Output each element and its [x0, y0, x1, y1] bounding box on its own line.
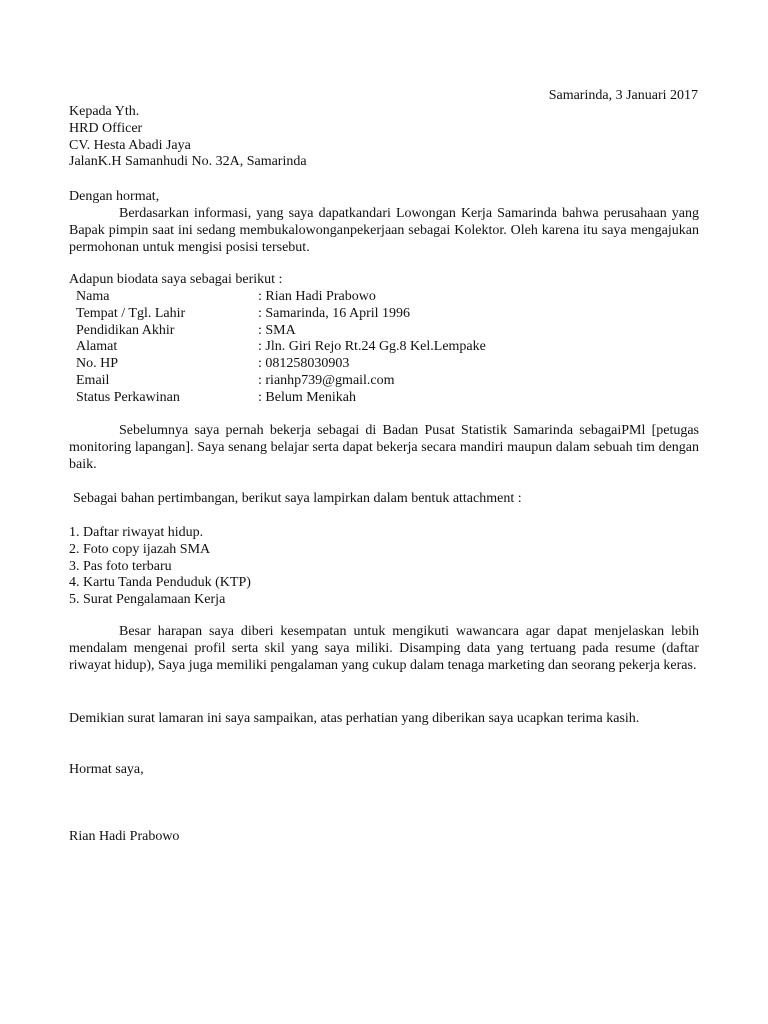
biodata-row: [76, 339, 676, 356]
biodata-table: [76, 289, 676, 407]
paragraph-hope: Besar harapan saya diberi kesempatan untuk mengikuti wawancara agar dapat menjelaskan lebih mendalam mengenai profil serta skil yang saya miliki. Disamping data yang tertuang pada resume (daftar riwayat hidup), Saya juga memiliki pengalaman yang cukup dalam tenaga marketing dan seorang pekerja keras.: [69, 624, 699, 673]
biodata-key: Tempat / Tgl. Lahir: [76, 305, 186, 321]
recipient-line: HRD Officer: [69, 120, 143, 136]
salutation: Dengan hormat,: [69, 189, 160, 204]
biodata-value: : Belum Menikah: [258, 389, 356, 405]
attachment-intro: Sebagai bahan pertimbangan, berikut saya lampirkan dalam bentuk attachment :: [73, 491, 522, 506]
biodata-key: Status Perkawinan: [76, 389, 180, 405]
closing-greeting: Hormat saya,: [69, 762, 144, 777]
biodata-row: [76, 306, 676, 323]
recipient-line: CV. Hesta Abadi Jaya: [69, 137, 191, 153]
letter-date: Samarinda, 3 Januari 2017: [548, 88, 698, 103]
biodata-key: Email: [76, 372, 110, 388]
attachment-list: [69, 525, 251, 609]
biodata-intro: Adapun biodata saya sebagai berikut :: [69, 272, 283, 287]
attachment-item: 1. Daftar riwayat hidup.: [69, 525, 204, 540]
signature-name: Rian Hadi Prabowo: [69, 829, 180, 844]
biodata-value: : Rian Hadi Prabowo: [258, 289, 376, 304]
biodata-row: [76, 289, 676, 306]
biodata-value: : Jln. Giri Rejo Rt.24 Gg.8 Kel.Lempake: [258, 339, 486, 355]
attachment-item: 4. Kartu Tanda Penduduk (KTP): [69, 575, 251, 591]
biodata-row: [76, 373, 676, 390]
biodata-value: : 081258030903: [258, 356, 350, 372]
biodata-row: [76, 323, 676, 340]
biodata-value: : SMA: [258, 322, 296, 338]
attachment-item: 5. Surat Pengalamaan Kerja: [69, 592, 226, 608]
biodata-key: No. HP: [76, 356, 119, 372]
attachment-item: 3. Pas foto terbaru: [69, 558, 172, 574]
recipient-line: Kepada Yth.: [69, 104, 140, 119]
paragraph-experience: Sebelumnya saya pernah bekerja sebagai di Badan Pusat Statistik Samarinda sebagaiPMl [petugas monitoring lapangan]. Saya senang belajar serta dapat bekerja secara mandiri maupun dalam sebuah tim dengan baik.: [69, 423, 699, 472]
biodata-key: Pendidikan Akhir: [76, 322, 175, 338]
biodata-row: [76, 390, 676, 407]
attachment-item: 2. Foto copy ijazah SMA: [69, 541, 211, 557]
biodata-key: Nama: [76, 289, 110, 304]
paragraph-closing: Demikian surat lamaran ini saya sampaikan, atas perhatian yang diberikan saya ucapkan terima kasih.: [69, 711, 640, 726]
biodata-row: [76, 356, 676, 373]
paragraph-intro: Berdasarkan informasi, yang saya dapatkandari Lowongan Kerja Samarinda bahwa perusahaan yang Bapak pimpin saat ini sedang membukalowonganpekerjaan sebagai Kolektor. Oleh karena itu saya mengajukan permohonan untuk mengisi posisi tersebut.: [69, 206, 699, 255]
biodata-value: : rianhp739@gmail.com: [258, 372, 395, 388]
recipient-address: [69, 104, 307, 171]
biodata-value: : Samarinda, 16 April 1996: [258, 305, 411, 321]
recipient-line: JalanK.H Samanhudi No. 32A, Samarinda: [69, 154, 307, 170]
biodata-key: Alamat: [76, 339, 118, 355]
